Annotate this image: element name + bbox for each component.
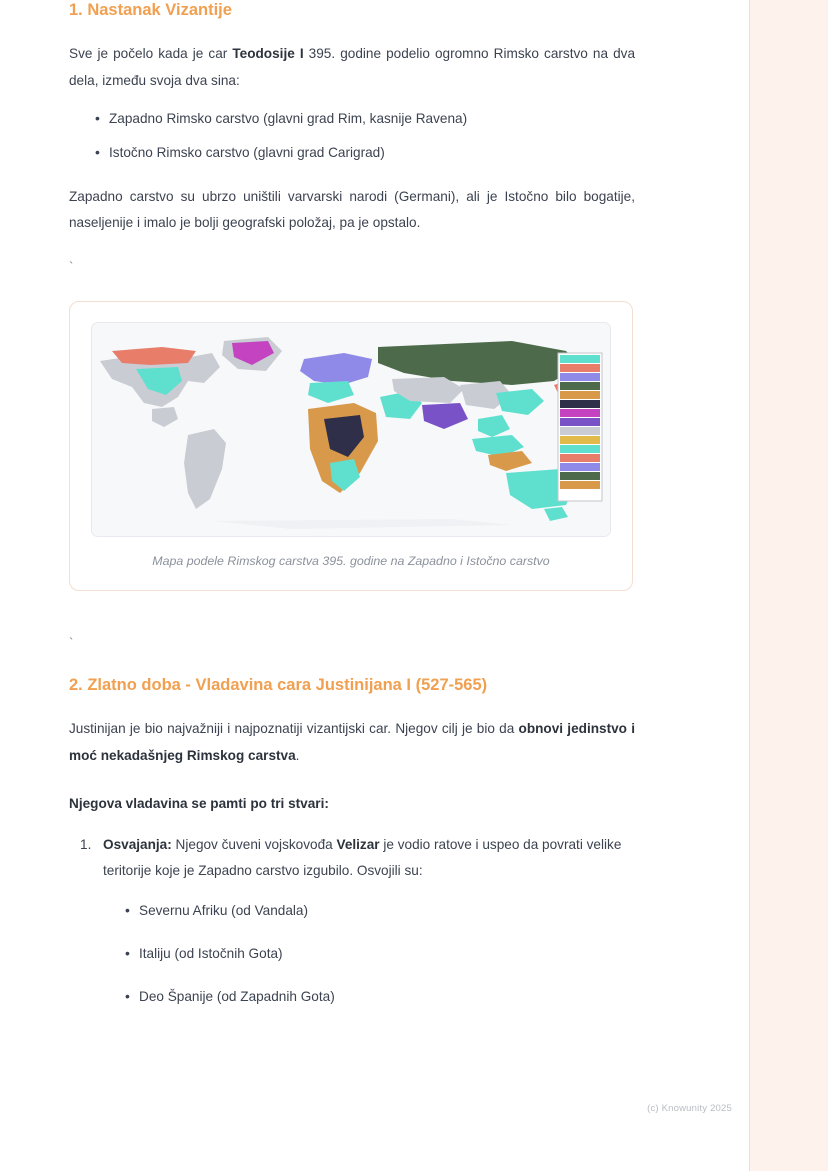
- para1-pre: Sve je počelo kada je car: [69, 46, 233, 62]
- map-figure: [91, 322, 611, 537]
- s2-para1-pre: Justinijan je bio najvažniji i najpoznatiji vizantijski car. Njegov cilj je bio da: [69, 721, 519, 737]
- section-1-title: 1. Nastanak Vizantije: [69, 1, 232, 19]
- list-item: • Severnu Afriku (od Vandala): [125, 900, 635, 922]
- list-item: [101, 832, 635, 1007]
- s2-para1-post: .: [295, 747, 300, 763]
- list-item: • Italiju (od Istočnih Gota): [125, 943, 635, 965]
- section-2-paragraph-2: [69, 791, 635, 818]
- item1-mid: Njegov čuveni vojskovođa: [171, 836, 337, 852]
- tick-mark-2: `: [69, 634, 74, 650]
- s2-para2-bold: Njegova vladavina se pamti po tri stvari:: [69, 796, 329, 812]
- list-item: • Zapadno Rimsko carstvo (glavni grad Rim, kasnije Ravena): [95, 108, 635, 130]
- item1-bold-1: Osvajanja:: [103, 836, 172, 852]
- item1-post: je vodio ratove i uspeo da povrati velike teritorije koje je Zapadno carstvo izgubilo. Osvojili su:: [103, 836, 622, 878]
- section-2-title: 2. Zlatno doba - Vladavina cara Justinijana I (527-565): [69, 675, 488, 694]
- document-content: [69, 0, 635, 1028]
- section-1-paragraph-1: [69, 41, 635, 94]
- section-2-paragraph-1: [69, 716, 635, 769]
- world-map-image: [92, 323, 611, 537]
- figure-caption: Mapa podele Rimskog carstva 395. godine na Zapadno i Istočno carstvo: [152, 553, 550, 568]
- section-1-bullet-list: [69, 108, 635, 164]
- section-2-numbered-list: [69, 832, 635, 1007]
- s2-para1-bold: obnovi jedinstvo i moć nekadašnjeg Rimskog carstva: [69, 721, 635, 763]
- right-decorative-strip: [749, 0, 828, 1171]
- tick-mark-1: `: [69, 258, 74, 274]
- section-1-paragraph-2: Zapadno carstvo su ubrzo uništili varvarski narodi (Germani), ali je Istočno bilo bogatije, naseljenije i imalo je bolji geografski položaj, pa je opstalo.: [69, 188, 635, 231]
- para1-bold: Teodosije I: [232, 46, 304, 62]
- footer-copyright: (c) Knowunity 2025: [647, 1103, 732, 1114]
- list-item: • Deo Španije (od Zapadnih Gota): [125, 986, 635, 1008]
- figure-card: [69, 301, 633, 591]
- list-item: • Istočno Rimsko carstvo (glavni grad Carigrad): [95, 142, 635, 164]
- para1-post: 395. godine podelio ogromno Rimsko carstvo na dva dela, između svoja dva sina:: [69, 46, 636, 88]
- item1-bold-2: Velizar: [336, 836, 380, 852]
- section-2-sub-bullet-list: [103, 900, 635, 1007]
